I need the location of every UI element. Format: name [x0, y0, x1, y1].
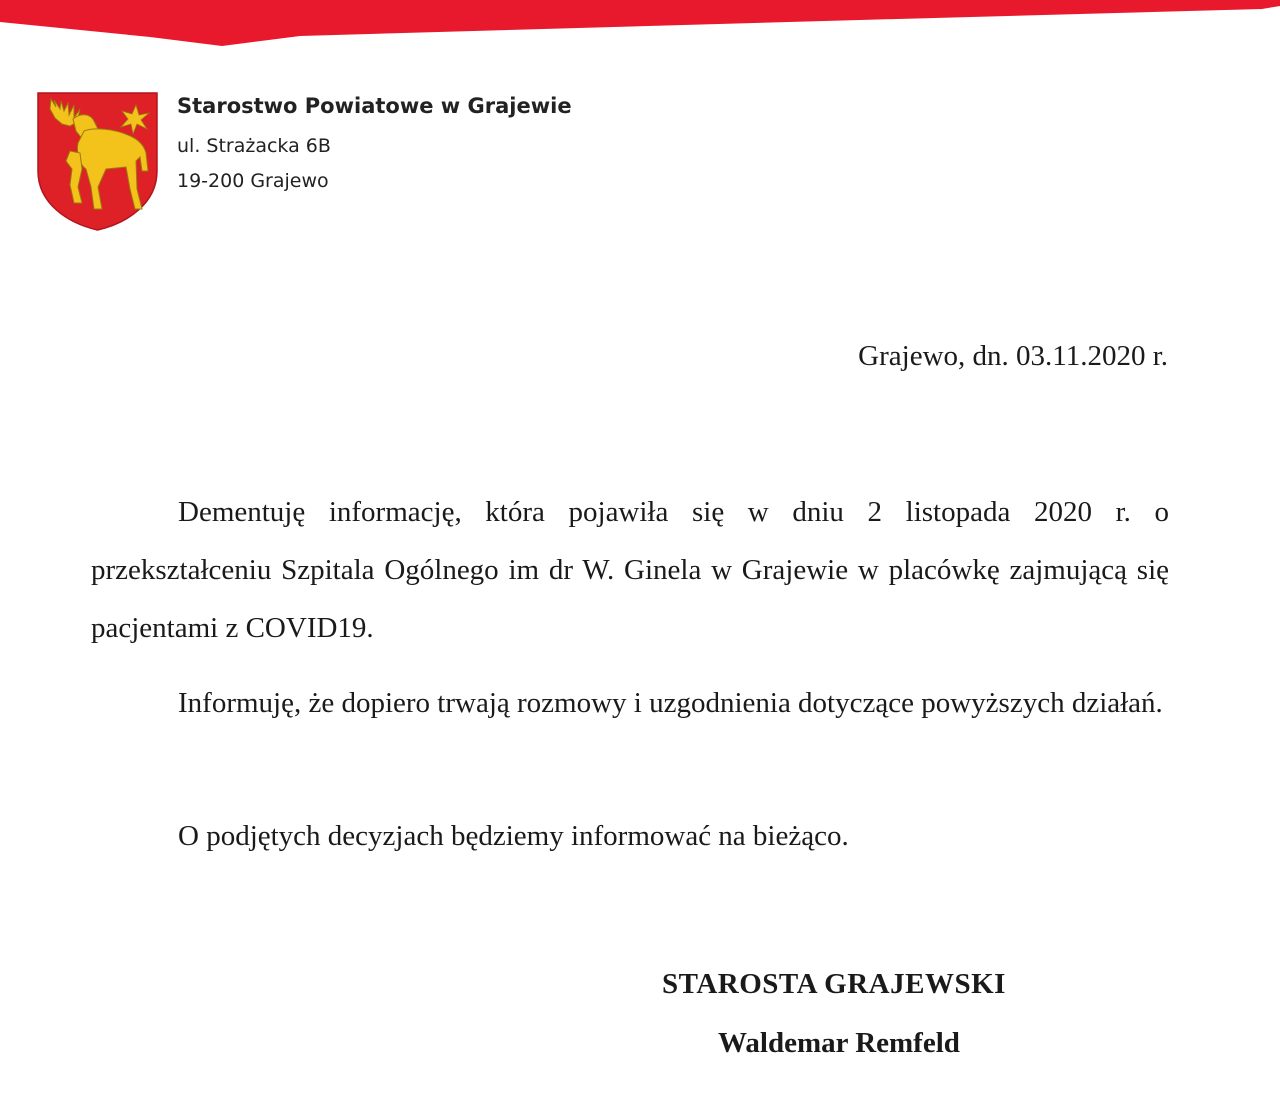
paragraph-denial: Dementuję informację, która pojawiła się w dniu 2 listopada 2020 r. o przekształceniu Szpitala Ogólnego im dr W. Ginela w Grajewie w placówkę zajmującą się pacjentami z COVID19.	[91, 496, 1169, 644]
organization-name: Starostwo Powiatowe w Grajewie	[177, 94, 572, 118]
signature-title: STAROSTA GRAJEWSKI	[662, 968, 1006, 1000]
paragraph-updates: O podjętych decyzjach będziemy informować na bieżąco.	[178, 820, 849, 852]
red-header-band	[0, 0, 1280, 50]
paragraph-talks: Informuję, że dopiero trwają rozmowy i uzgodnienia dotyczące powyższych działań.	[178, 687, 1163, 719]
signature-name: Waldemar Remfeld	[718, 1027, 960, 1059]
organization-city: 19-200 Grajewo	[177, 170, 329, 192]
moose-coat-of-arms-icon	[36, 91, 159, 231]
letter-date: Grajewo, dn. 03.11.2020 r.	[858, 340, 1168, 372]
organization-street: ul. Strażacka 6B	[177, 135, 331, 157]
